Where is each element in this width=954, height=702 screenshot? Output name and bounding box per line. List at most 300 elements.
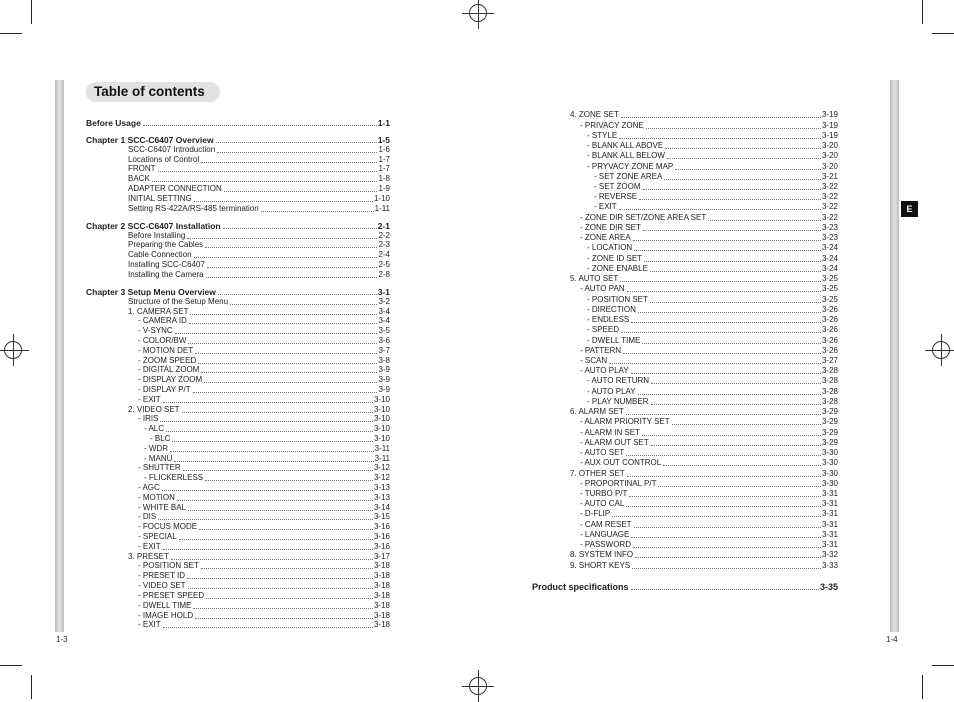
dot-leader — [177, 500, 373, 501]
toc-entry-title: Structure of the Setup Menu — [128, 297, 229, 306]
toc-entry-page: 3-28 — [821, 366, 838, 375]
toc-entry[interactable] — [138, 561, 390, 571]
dot-leader — [626, 455, 821, 456]
dot-leader — [619, 209, 821, 210]
toc-entry-page: 3-30 — [821, 469, 838, 478]
toc-entry-title: - EXIT — [138, 542, 161, 551]
dot-leader — [623, 353, 821, 354]
dot-leader — [621, 332, 821, 333]
dot-leader — [261, 211, 374, 212]
toc-entry[interactable] — [138, 571, 390, 581]
toc-entry-title: - DISPLAY P/T — [138, 385, 191, 394]
dot-leader — [651, 383, 821, 384]
toc-entry-title: - VIDEO SET — [138, 581, 186, 590]
dot-leader — [204, 382, 377, 383]
dot-leader — [187, 238, 377, 239]
toc-entry[interactable] — [138, 620, 390, 630]
toc-entry-page: 1-1 — [377, 118, 390, 128]
toc-entry-title: - IRIS — [138, 414, 159, 423]
toc-entry-title: - FOCUS MODE — [138, 522, 198, 531]
toc-entry[interactable] — [128, 260, 390, 270]
toc-entry[interactable] — [580, 458, 838, 468]
dot-leader — [194, 201, 373, 202]
toc-entry-page: 3-9 — [378, 375, 390, 384]
dot-leader — [205, 247, 377, 248]
crop-mark — [0, 33, 22, 34]
toc-entry-title: - AUX OUT CONTROL — [580, 458, 662, 467]
toc-entry-title: - BLANK ALL ABOVE — [587, 141, 664, 150]
toc-entry-page: 3-25 — [821, 295, 838, 304]
toc-entry[interactable] — [86, 118, 390, 128]
registration-mark-right — [932, 341, 950, 359]
toc-entry-page: 2-1 — [377, 221, 390, 231]
dot-leader — [195, 618, 373, 619]
toc-entry[interactable] — [128, 164, 390, 174]
toc-entry-title: Installing SCC-C6407 — [128, 260, 205, 269]
dot-leader — [158, 171, 378, 172]
toc-entry-title: - IMAGE HOLD — [138, 611, 194, 620]
toc-entry[interactable] — [594, 172, 838, 182]
toc-entry[interactable] — [138, 326, 390, 336]
toc-entry-title: - ZONE ID SET — [587, 254, 643, 263]
dot-leader — [201, 372, 377, 373]
toc-entry-page: 3-19 — [821, 110, 838, 119]
toc-entry[interactable] — [570, 274, 838, 284]
toc-entry-title: Chapter 1 SCC-C6407 Overview — [86, 135, 214, 145]
toc-entry[interactable] — [580, 499, 838, 509]
toc-entry[interactable] — [86, 287, 390, 297]
toc-entry-page: 3-29 — [821, 438, 838, 447]
toc-entry[interactable] — [587, 325, 838, 335]
toc-entry-title: - SCAN — [580, 356, 608, 365]
toc-entry[interactable] — [594, 202, 838, 212]
toc-entry-title: - ZOOM SPEED — [138, 356, 197, 365]
toc-entry-page: 3-28 — [821, 387, 838, 396]
toc-entry-page: 3-18 — [373, 561, 390, 570]
toc-entry-page: 3-22 — [821, 182, 838, 191]
toc-entry-title: - SPECIAL — [138, 532, 177, 541]
dot-leader — [218, 294, 377, 295]
dot-leader — [675, 169, 821, 170]
toc-entry[interactable] — [144, 424, 390, 434]
toc-entry-page: 3-18 — [373, 591, 390, 600]
toc-entry-title: - AUTO PAN — [580, 284, 625, 293]
toc-entry-page: 3-15 — [373, 512, 390, 521]
toc-entry-title: - DIGITAL ZOOM — [138, 365, 200, 374]
toc-entry-title: 2. VIDEO SET — [128, 405, 180, 414]
toc-entry[interactable] — [138, 414, 390, 424]
toc-entry-page: 3-4 — [378, 307, 390, 316]
toc-entry-page: 2-2 — [378, 231, 390, 240]
toc-entry-page: 3-31 — [821, 520, 838, 529]
toc-entry-page: 3-28 — [821, 397, 838, 406]
toc-entry[interactable] — [138, 395, 390, 405]
toc-entry-page: 3-30 — [821, 458, 838, 467]
toc-entry[interactable] — [594, 192, 838, 202]
dot-leader — [672, 424, 821, 425]
toc-entry[interactable] — [128, 204, 390, 214]
toc-entry[interactable] — [128, 297, 390, 307]
dot-leader — [143, 125, 377, 126]
toc-entry[interactable] — [150, 434, 390, 444]
dot-leader — [193, 608, 373, 609]
toc-entry-page: 3-20 — [821, 162, 838, 171]
toc-entry-title: - ZONE DIR SET — [580, 223, 641, 232]
toc-entry-page: 3-35 — [819, 582, 838, 592]
toc-entry-page: 3-18 — [373, 611, 390, 620]
toc-entry[interactable] — [128, 240, 390, 250]
dot-leader — [163, 627, 373, 628]
toc-entry-page: 3-19 — [821, 121, 838, 130]
toc-entry-title: - POSITION SET — [587, 295, 648, 304]
toc-entry-title: 3. PRESET — [128, 552, 169, 561]
toc-entry-title: - DWELL TIME — [587, 336, 641, 345]
dot-leader — [633, 240, 821, 241]
toc-entry-title: - ALARM IN SET — [580, 428, 641, 437]
toc-entry-page: 3-18 — [373, 601, 390, 610]
toc-entry[interactable] — [138, 336, 390, 346]
toc-entry[interactable] — [580, 213, 838, 223]
toc-entry[interactable] — [138, 581, 390, 591]
toc-entry-title: - PRYVACY ZONE MAP — [587, 162, 674, 171]
toc-entry-page: 3-11 — [374, 454, 390, 463]
dot-leader — [174, 461, 373, 462]
dot-leader — [170, 451, 374, 452]
toc-entry[interactable] — [587, 141, 838, 151]
toc-entry-page: 2-3 — [378, 240, 390, 249]
dot-leader — [205, 480, 373, 481]
toc-entry-page: 3-30 — [821, 479, 838, 488]
toc-entry-page: 3-16 — [373, 542, 390, 551]
dot-leader — [631, 537, 821, 538]
toc-entry-page: 3-26 — [821, 315, 838, 324]
toc-entry-title: Locations of Control — [128, 155, 200, 164]
toc-entry-page: 3-16 — [373, 522, 390, 531]
toc-entry-page: 1-8 — [378, 174, 390, 183]
dot-leader — [626, 506, 821, 507]
toc-entry[interactable] — [570, 550, 838, 560]
dot-leader — [639, 199, 821, 200]
dot-leader — [207, 267, 378, 268]
dot-leader — [658, 486, 821, 487]
toc-entry[interactable] — [138, 483, 390, 493]
toc-entry-title: 9. SHORT KEYS — [570, 561, 631, 570]
toc-entry-title: - AUTO CAL — [580, 499, 625, 508]
toc-entry[interactable] — [138, 365, 390, 375]
dot-leader — [620, 281, 821, 282]
toc-entry-page: 3-18 — [373, 571, 390, 580]
toc-entry[interactable] — [587, 264, 838, 274]
toc-entry[interactable] — [138, 542, 390, 552]
dot-leader — [667, 158, 821, 159]
toc-entry[interactable] — [580, 479, 838, 489]
toc-entry[interactable] — [138, 591, 390, 601]
toc-entry-title: - ZONE ENABLE — [587, 264, 648, 273]
toc-entry[interactable] — [587, 376, 838, 386]
toc-entry-page: 3-10 — [373, 434, 390, 443]
toc-entry-page: 3-25 — [821, 274, 838, 283]
toc-entry-page: 3-19 — [821, 131, 838, 140]
toc-entry-title: - DWELL TIME — [138, 601, 192, 610]
toc-entry-page: 1-7 — [378, 164, 390, 173]
dot-leader — [230, 304, 377, 305]
dot-leader — [638, 312, 821, 313]
toc-entry[interactable] — [580, 417, 838, 427]
toc-entry-page: 3-12 — [373, 473, 390, 482]
toc-entry-page: 3-10 — [373, 395, 390, 404]
toc-entry[interactable] — [128, 174, 390, 184]
toc-entry[interactable] — [587, 336, 838, 346]
toc-entry[interactable] — [138, 512, 390, 522]
dot-leader — [163, 402, 373, 403]
toc-entry[interactable] — [570, 407, 838, 417]
toc-entry[interactable] — [86, 221, 390, 231]
toc-entry-page: 1-7 — [378, 155, 390, 164]
toc-entry[interactable] — [570, 561, 838, 571]
toc-entry-page: 3-5 — [378, 326, 390, 335]
toc-entry-title: - TURBO P/T — [580, 489, 628, 498]
toc-entry[interactable] — [594, 182, 838, 192]
toc-entry-title: - BLANK ALL BELOW — [587, 151, 665, 160]
toc-entry[interactable] — [128, 194, 390, 204]
dot-leader — [650, 302, 821, 303]
toc-entry-title: - LOCATION — [587, 243, 633, 252]
dot-leader — [189, 323, 378, 324]
dot-leader — [223, 228, 377, 229]
toc-entry[interactable] — [144, 473, 390, 483]
toc-entry-page: 3-14 — [373, 503, 390, 512]
toc-entry[interactable] — [128, 184, 390, 194]
dot-leader — [201, 568, 373, 569]
toc-entry[interactable] — [587, 243, 838, 253]
toc-entry[interactable] — [587, 315, 838, 325]
toc-entry-page: 3-10 — [373, 414, 390, 423]
toc-entry[interactable] — [580, 540, 838, 550]
dot-leader — [631, 589, 819, 590]
toc-entry[interactable] — [138, 532, 390, 542]
page-title: Table of contents — [86, 82, 220, 102]
toc-entry-page: 3-8 — [378, 356, 390, 365]
toc-entry-title: - STYLE — [587, 131, 618, 140]
toc-entry-page: 3-2 — [378, 297, 390, 306]
toc-entry-title: - AUTO PLAY — [587, 387, 636, 396]
crop-mark — [922, 675, 923, 699]
toc-entry-title: - SET ZOOM — [594, 182, 641, 191]
toc-entry-title: - LANGUAGE — [580, 530, 630, 539]
toc-entry-title: - D-FLIP — [580, 509, 611, 518]
dot-leader — [634, 527, 821, 528]
dot-leader — [206, 277, 378, 278]
toc-entry-title: FRONT — [128, 164, 156, 173]
dot-leader — [216, 142, 377, 143]
toc-entry-page: 3-9 — [378, 365, 390, 374]
dot-leader — [626, 414, 821, 415]
toc-entry-page: 3-12 — [373, 463, 390, 472]
toc-entry[interactable] — [138, 601, 390, 611]
toc-entry[interactable] — [570, 469, 838, 479]
toc-entry-page: 3-29 — [821, 407, 838, 416]
toc-entry-title: - WDR — [144, 444, 168, 453]
toc-entry[interactable] — [587, 397, 838, 407]
toc-entry[interactable] — [138, 375, 390, 385]
toc-entry-page: 3-22 — [821, 202, 838, 211]
toc-entry[interactable] — [580, 428, 838, 438]
toc-entry[interactable] — [580, 366, 838, 376]
dot-leader — [642, 435, 821, 436]
dot-leader — [643, 189, 821, 190]
toc-entry[interactable] — [138, 316, 390, 326]
dot-leader — [651, 445, 821, 446]
toc-entry[interactable] — [580, 438, 838, 448]
dot-leader — [206, 598, 373, 599]
toc-entry-title: 4. ZONE SET — [570, 110, 619, 119]
crop-mark — [31, 0, 32, 24]
toc-entry[interactable] — [587, 162, 838, 172]
toc-entry-page: 3-25 — [821, 284, 838, 293]
toc-entry-page: 3-22 — [821, 213, 838, 222]
dot-leader — [188, 343, 377, 344]
toc-entry-title: - MOTION DET — [138, 346, 194, 355]
dot-leader — [646, 128, 821, 129]
toc-entry-title: 5. AUTO SET — [570, 274, 619, 283]
toc-entry-page: 3-31 — [821, 509, 838, 518]
toc-entry[interactable] — [587, 305, 838, 315]
toc-entry-page: 3-23 — [821, 233, 838, 242]
toc-entry-title: - EXIT — [138, 395, 161, 404]
registration-mark-left — [4, 341, 22, 359]
toc-entry-title: - FLICKERLESS — [144, 473, 204, 482]
dot-leader — [631, 373, 821, 374]
right-margin-bar — [890, 80, 899, 632]
toc-entry[interactable] — [138, 385, 390, 395]
toc-entry-title: - CAMERA ID — [138, 316, 187, 325]
toc-entry-page: 3-17 — [373, 552, 390, 561]
toc-entry[interactable] — [580, 233, 838, 243]
toc-entry[interactable] — [128, 270, 390, 280]
toc-entry[interactable] — [580, 346, 838, 356]
dot-leader — [194, 257, 378, 258]
toc-entry-title: Cable Connection — [128, 250, 192, 259]
dot-leader — [160, 421, 373, 422]
dot-leader — [195, 353, 377, 354]
toc-entry[interactable] — [587, 387, 838, 397]
toc-entry-page: 3-18 — [373, 620, 390, 629]
toc-entry[interactable] — [532, 582, 838, 592]
toc-entry-page: 2-5 — [378, 260, 390, 269]
crop-mark — [932, 33, 954, 34]
toc-entry[interactable] — [128, 250, 390, 260]
toc-entry[interactable] — [587, 131, 838, 141]
toc-entry-page: 3-9 — [378, 385, 390, 394]
toc-entry[interactable] — [580, 356, 838, 366]
toc-entry[interactable] — [580, 223, 838, 233]
toc-entry-title: Setting RS-422A/RS-485 termination — [128, 204, 259, 213]
toc-entry-title: - ZONE DIR SET/ZONE AREA SET — [580, 213, 707, 222]
toc-entry[interactable] — [138, 493, 390, 503]
toc-entry[interactable] — [580, 530, 838, 540]
dot-leader — [629, 496, 821, 497]
dot-leader — [190, 314, 377, 315]
toc-entry[interactable] — [580, 284, 838, 294]
dot-leader — [162, 490, 373, 491]
toc-entry[interactable] — [138, 463, 390, 473]
registration-mark-top — [469, 4, 487, 22]
toc-entry-title: - ENDLESS — [587, 315, 630, 324]
toc-entry[interactable] — [580, 489, 838, 499]
toc-entry-page: 2-8 — [378, 270, 390, 279]
dot-leader — [201, 162, 377, 163]
toc-entry-page: 3-10 — [373, 405, 390, 414]
toc-entry-title: - MANU — [144, 454, 173, 463]
toc-entry-page: 3-21 — [821, 172, 838, 181]
toc-entry-title: - PASSWORD — [580, 540, 631, 549]
toc-entry-title: - PLAY NUMBER — [587, 397, 649, 406]
toc-entry[interactable] — [138, 346, 390, 356]
toc-entry[interactable] — [580, 448, 838, 458]
toc-entry[interactable] — [580, 509, 838, 519]
dot-leader — [179, 539, 373, 540]
toc-entry[interactable] — [587, 151, 838, 161]
toc-entry-page: 3-23 — [821, 223, 838, 232]
crop-mark — [31, 675, 32, 699]
toc-entry-title: Before Usage — [86, 118, 141, 128]
toc-entry[interactable] — [144, 444, 390, 454]
dot-leader — [166, 431, 373, 432]
toc-entry-title: - REVERSE — [594, 192, 638, 201]
toc-entry[interactable] — [587, 254, 838, 264]
toc-entry-title: - AUTO PLAY — [580, 366, 629, 375]
toc-entry-page: 3-13 — [373, 493, 390, 502]
toc-entry-page: 3-24 — [821, 243, 838, 252]
left-margin-bar — [55, 80, 64, 632]
toc-entry[interactable] — [86, 135, 390, 145]
toc-entry-title: ADAPTER CONNECTION — [128, 184, 222, 193]
toc-entry-title: - WHITE BAL — [138, 503, 187, 512]
dot-leader — [638, 394, 821, 395]
toc-entry[interactable] — [580, 121, 838, 131]
toc-entry-page: 3-31 — [821, 540, 838, 549]
dot-leader — [612, 516, 821, 517]
toc-entry[interactable] — [587, 295, 838, 305]
toc-entry-page: 3-33 — [821, 561, 838, 570]
dot-leader — [631, 322, 821, 323]
toc-entry-title: - ZONE AREA — [580, 233, 631, 242]
dot-leader — [158, 519, 373, 520]
dot-leader — [188, 510, 373, 511]
dot-leader — [182, 412, 373, 413]
dot-leader — [172, 441, 373, 442]
toc-entry-title: Chapter 3 Setup Menu Overview — [86, 287, 216, 297]
toc-entry-title: - EXIT — [138, 620, 161, 629]
toc-entry[interactable] — [570, 110, 838, 120]
toc-entry-title: 7. OTHER SET — [570, 469, 625, 478]
toc-entry-page: 3-13 — [373, 483, 390, 492]
toc-entry[interactable] — [128, 145, 390, 155]
toc-entry-page: 1-10 — [373, 194, 390, 203]
toc-entry-page: 3-31 — [821, 499, 838, 508]
toc-entry-page: 1-6 — [378, 145, 390, 154]
toc-entry-title: - V-SYNC — [138, 326, 173, 335]
dot-leader — [633, 547, 821, 548]
toc-entry-page: 3-31 — [821, 530, 838, 539]
toc-entry[interactable] — [138, 522, 390, 532]
dot-leader — [635, 557, 821, 558]
toc-entry-page: 1-9 — [378, 184, 390, 193]
toc-entry[interactable] — [580, 520, 838, 530]
toc-entry-page: 2-4 — [378, 250, 390, 259]
toc-entry-title: Chapter 2 SCC-C6407 Installation — [86, 221, 221, 231]
toc-entry-title: - ALARM OUT SET — [580, 438, 649, 447]
